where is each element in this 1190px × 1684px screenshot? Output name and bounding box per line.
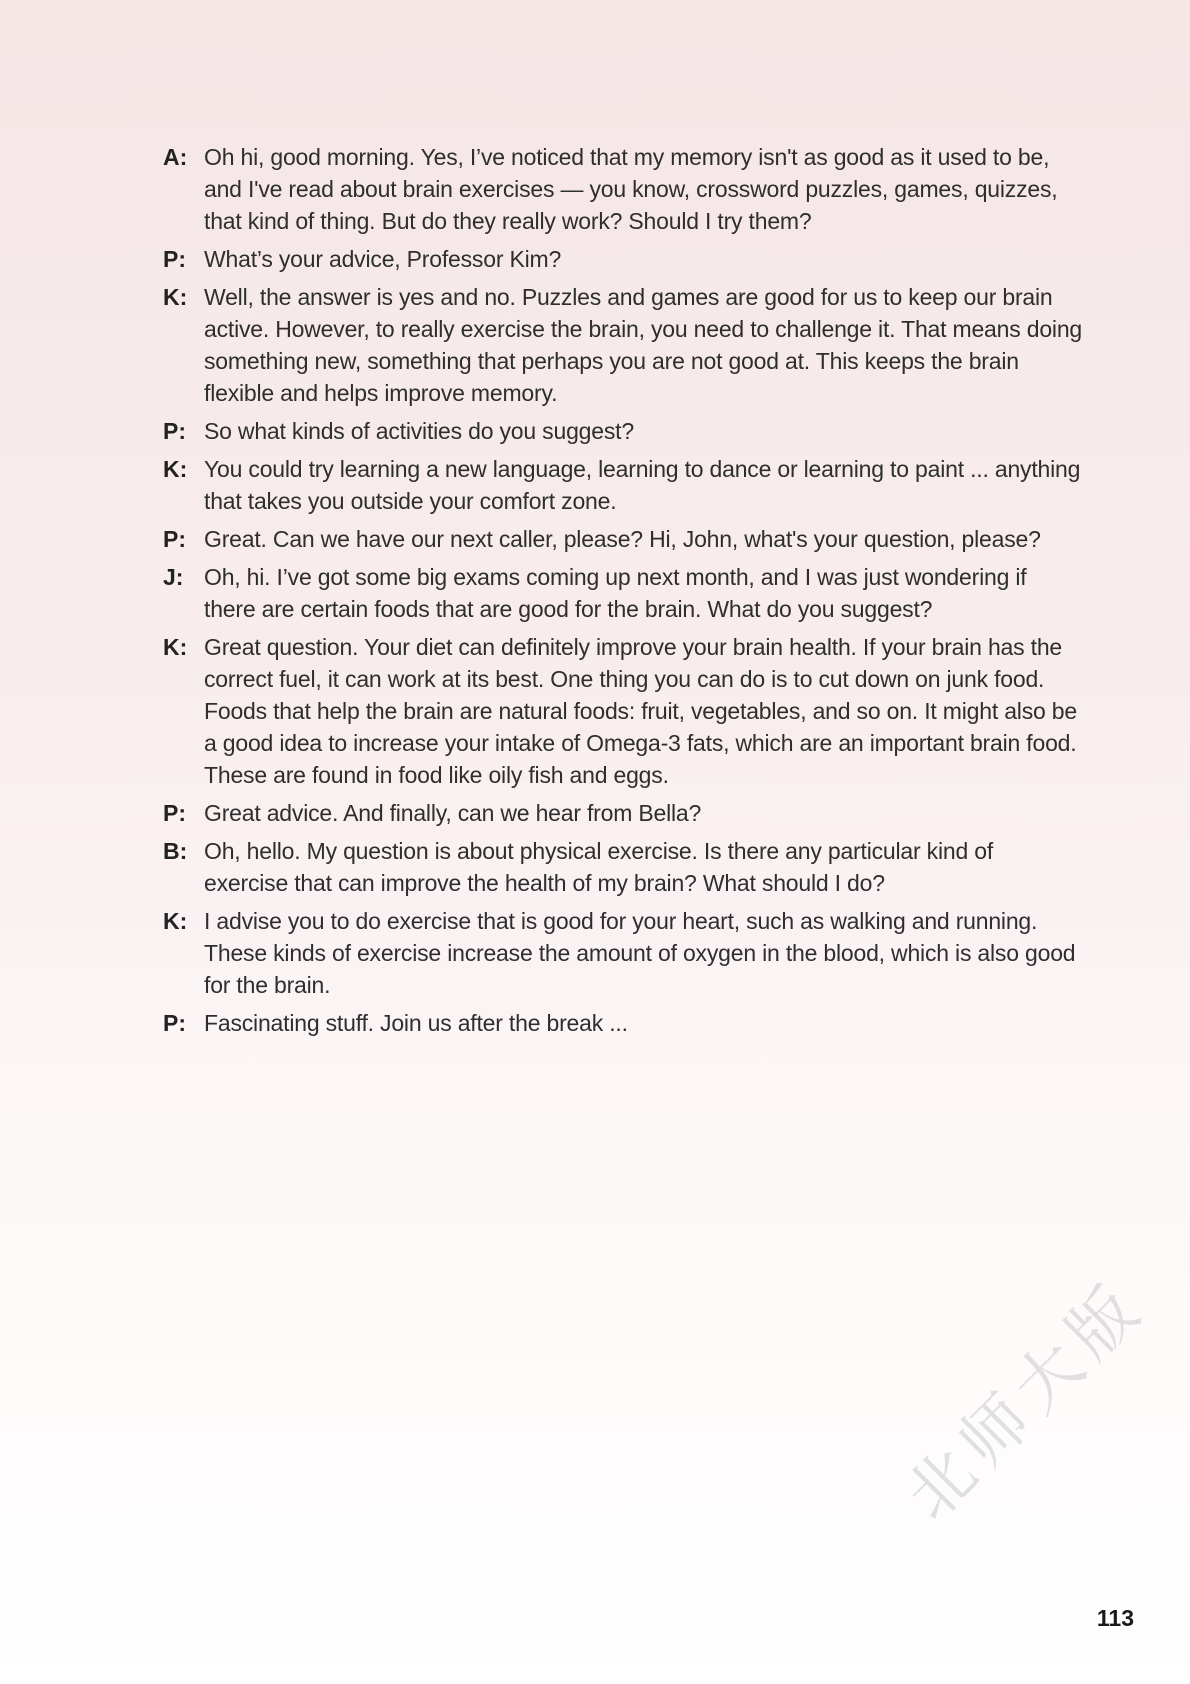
speaker-label: P: — [163, 418, 186, 444]
dialogue-line — [163, 243, 1083, 275]
dialogue-line — [163, 523, 1083, 555]
dialogue-text: What’s your advice, Professor Kim? — [204, 246, 562, 272]
dialogue-text: You could try learning a new language, learning to dance or learning to paint ... anything that takes you outside your comfort zone. — [204, 456, 1081, 514]
speaker-label: J: — [163, 564, 184, 590]
dialogue-text: Great. Can we have our next caller, please? Hi, John, what's your question, please? — [204, 526, 1041, 552]
dialogue-text: Great question. Your diet can definitely improve your brain health. If your brain has the correct fuel, it can work at its best. One thing you can do is to cut down on junk food. Foods that help the brain are natural foods: fruit, vegetables, and so on. It might also be a good idea to increase your intake of Omega-3 fats, which are an important brain food. These are found in food like oily fish and eggs. — [204, 634, 1077, 788]
page-number: 113 — [1096, 1605, 1134, 1631]
dialogue-line — [163, 453, 1083, 517]
dialogue-text: Oh, hello. My question is about physical exercise. Is there any particular kind of exercise that can improve the health of my brain? What should I do? — [204, 838, 994, 896]
dialogue-line — [163, 281, 1083, 409]
speaker-label: K: — [163, 908, 188, 934]
speaker-label: P: — [163, 526, 186, 552]
dialogue-line — [163, 561, 1083, 625]
dialogue-text: Well, the answer is yes and no. Puzzles and games are good for us to keep our brain active. However, to really exercise the brain, you need to challenge it. That means doing something new, something that perhaps you are not good at. This keeps the brain flexible and helps improve memory. — [204, 284, 1083, 406]
speaker-label: K: — [163, 456, 188, 482]
speaker-label: K: — [163, 634, 188, 660]
dialogue-text: So what kinds of activities do you suggest? — [204, 418, 634, 444]
speaker-label: P: — [163, 246, 186, 272]
dialogue-line — [163, 415, 1083, 447]
dialogue-line — [163, 1007, 1083, 1039]
dialogue-text: I advise you to do exercise that is good for your heart, such as walking and running. These kinds of exercise increase the amount of oxygen in the blood, which is also good for the brain. — [204, 908, 1076, 998]
transcript — [163, 141, 1083, 1045]
dialogue-line — [163, 631, 1083, 791]
dialogue-text: Oh hi, good morning. Yes, I’ve noticed that my memory isn't as good as it used to be, and I've read about brain exercises — you know, crossword puzzles, games, quizzes, that kind of thing. But do they really work? Should I try them? — [204, 144, 1058, 234]
dialogue-line — [163, 905, 1083, 1001]
speaker-label: B: — [163, 838, 188, 864]
speaker-label: K: — [163, 284, 188, 310]
dialogue-line — [163, 797, 1083, 829]
publisher-watermark: 北师大版 — [890, 1265, 1161, 1536]
dialogue-line — [163, 835, 1083, 899]
dialogue-line — [163, 141, 1083, 237]
speaker-label: P: — [163, 800, 186, 826]
speaker-label: A: — [163, 144, 188, 170]
dialogue-text: Fascinating stuff. Join us after the break ... — [204, 1010, 628, 1036]
dialogue-text: Great advice. And finally, can we hear from Bella? — [204, 800, 702, 826]
dialogue-text: Oh, hi. I’ve got some big exams coming up next month, and I was just wondering if there are certain foods that are good for the brain. What do you suggest? — [204, 564, 1027, 622]
speaker-label: P: — [163, 1010, 186, 1036]
